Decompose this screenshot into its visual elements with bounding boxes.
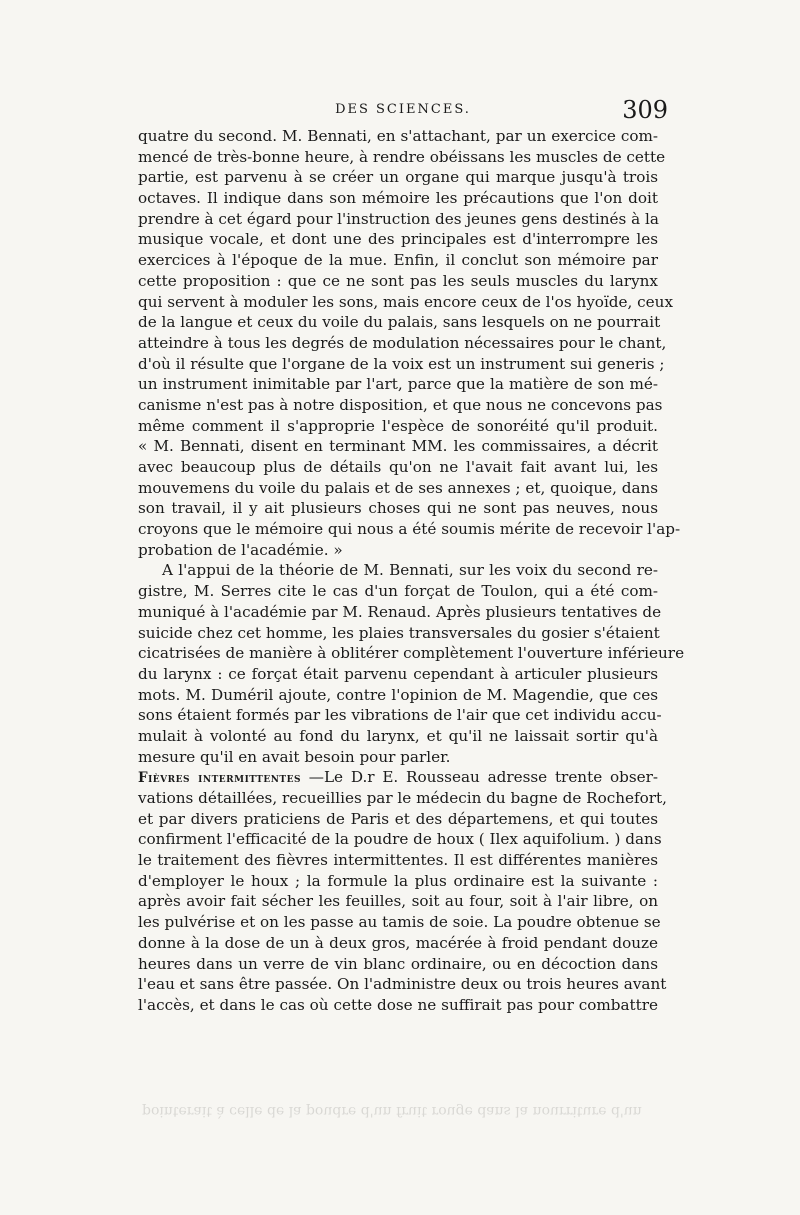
body-text <box>138 126 685 1016</box>
text-line: même comment il s'approprie l'espèce de sonoréité qu'il produit. <box>138 416 658 435</box>
text-line: qui servent à moduler les sons, mais encore ceux de l'os hyoïde, ceux <box>138 292 674 311</box>
text-line: heures dans un verre de vin blanc ordinaire, ou en décoction dans <box>138 954 658 973</box>
text-line: canisme n'est pas à notre disposition, et que nous ne concevons pas <box>138 395 663 414</box>
text-line: d'où il résulte que l'organe de la voix est un instrument sui generis ; <box>138 354 665 373</box>
text-line: sons étaient formés par les vibrations de l'air que cet individu accu- <box>138 706 662 725</box>
page-number: 309 <box>622 96 668 124</box>
text-line: les pulvérise et on les passe au tamis de soie. La poudre obtenue se <box>138 913 661 932</box>
text-line: cette proposition : que ce ne sont pas les seuls muscles du larynx <box>138 271 658 290</box>
text-line: atteindre à tous les degrés de modulation nécessaires pour le chant, <box>138 333 667 352</box>
text-line: vations détaillées, recueillies par le médecin du bagne de Rochefort, <box>138 789 667 807</box>
text-line: A l'appui de la théorie de M. Bennati, sur les voix du second re- <box>162 561 658 580</box>
text-line: exercices à l'époque de la mue. Enfin, il conclut son mémoire par <box>138 251 658 270</box>
bleed-through-text: pointerait à celle de la poudre d'un fruit rouge dans la nourriture d'un <box>142 1103 642 1119</box>
text-line: « M. Bennati, disent en terminant MM. les commissaires, a décrit <box>138 437 658 456</box>
text-line: probation de l'académie. » <box>138 540 343 559</box>
running-head: DES SCIENCES. <box>335 102 471 117</box>
text-line: mouvemens du voile du palais et de ses annexes ; et, quoique, dans <box>138 478 659 497</box>
text-line: du larynx : ce forçat était parvenu cependant à articuler plusieurs <box>138 664 658 683</box>
text-line: et par divers praticiens de Paris et des départemens, et qui toutes <box>138 809 658 828</box>
text-line: donne à la dose de un à deux gros, macérée à froid pendant douze <box>138 933 658 952</box>
text-line: partie, est parvenu à se créer un organe qui marque jusqu'à trois <box>138 168 658 187</box>
text-line: musique vocale, et dont une des principales est d'interrompre les <box>138 230 658 249</box>
text-line: son travail, il y ait plusieurs choses qui ne sont pas neuves, nous <box>138 499 658 518</box>
text-line: mesure qu'il en avait besoin pour parler. <box>138 747 451 766</box>
text-line: avec beaucoup plus de détails qu'on ne l'avait fait avant lui, les <box>138 458 658 476</box>
text-line: l'eau et sans être passée. On l'administre deux ou trois heures avant <box>138 975 667 994</box>
text-line: prendre à cet égard pour l'instruction des jeunes gens destinés à la <box>138 209 659 228</box>
text-line: mulait à volonté au fond du larynx, et qu'il ne laissait sortir qu'à <box>138 726 658 745</box>
text-line: gistre, M. Serres cite le cas d'un forçat de Toulon, qui a été com- <box>138 582 658 601</box>
text-line: le traitement des fièvres intermittentes. Il est différentes manières <box>138 851 658 870</box>
text-line: de la langue et ceux du voile du palais, sans lesquels on ne pourrait <box>138 313 661 332</box>
text-line: muniqué à l'académie par M. Renaud. Après plusieurs tentatives de <box>138 602 662 621</box>
text-line: suicide chez cet homme, les plaies transversales du gosier s'étaient <box>138 623 660 642</box>
text-line: mencé de très-bonne heure, à rendre obéissans les muscles de cette <box>138 147 666 166</box>
text-line: confirment l'efficacité de la poudre de houx ( Ilex aquifolium. ) dans <box>138 830 662 849</box>
text-line: cicatrisées de manière à oblitérer complètement l'ouverture inférieure <box>138 644 685 663</box>
text-line: mots. M. Duméril ajoute, contre l'opinion de M. Magendie, que ces <box>138 685 658 704</box>
text-line: l'accès, et dans le cas où cette dose ne suffirait pas pour combattre <box>138 995 658 1014</box>
section-heading: Fièvres intermittentes <box>138 770 301 787</box>
text-line: un instrument inimitable par l'art, parce que la matière de son mé- <box>138 375 658 394</box>
page-header <box>138 96 668 130</box>
text-line: après avoir fait sécher les feuilles, soit au four, soit à l'air libre, on <box>138 892 658 911</box>
section-first-line <box>138 767 658 788</box>
text-line: —Le D.r E. Rousseau adresse trente obser- <box>308 768 658 787</box>
text-line: quatre du second. M. Bennati, en s'attachant, par un exercice com- <box>138 127 658 145</box>
text-line: d'employer le houx ; la formule la plus ordinaire est la suivante : <box>138 871 658 890</box>
text-line: croyons que le mémoire qui nous a été soumis mérite de recevoir l'ap- <box>138 520 681 539</box>
text-line: octaves. Il indique dans son mémoire les précautions que l'on doit <box>138 189 658 208</box>
